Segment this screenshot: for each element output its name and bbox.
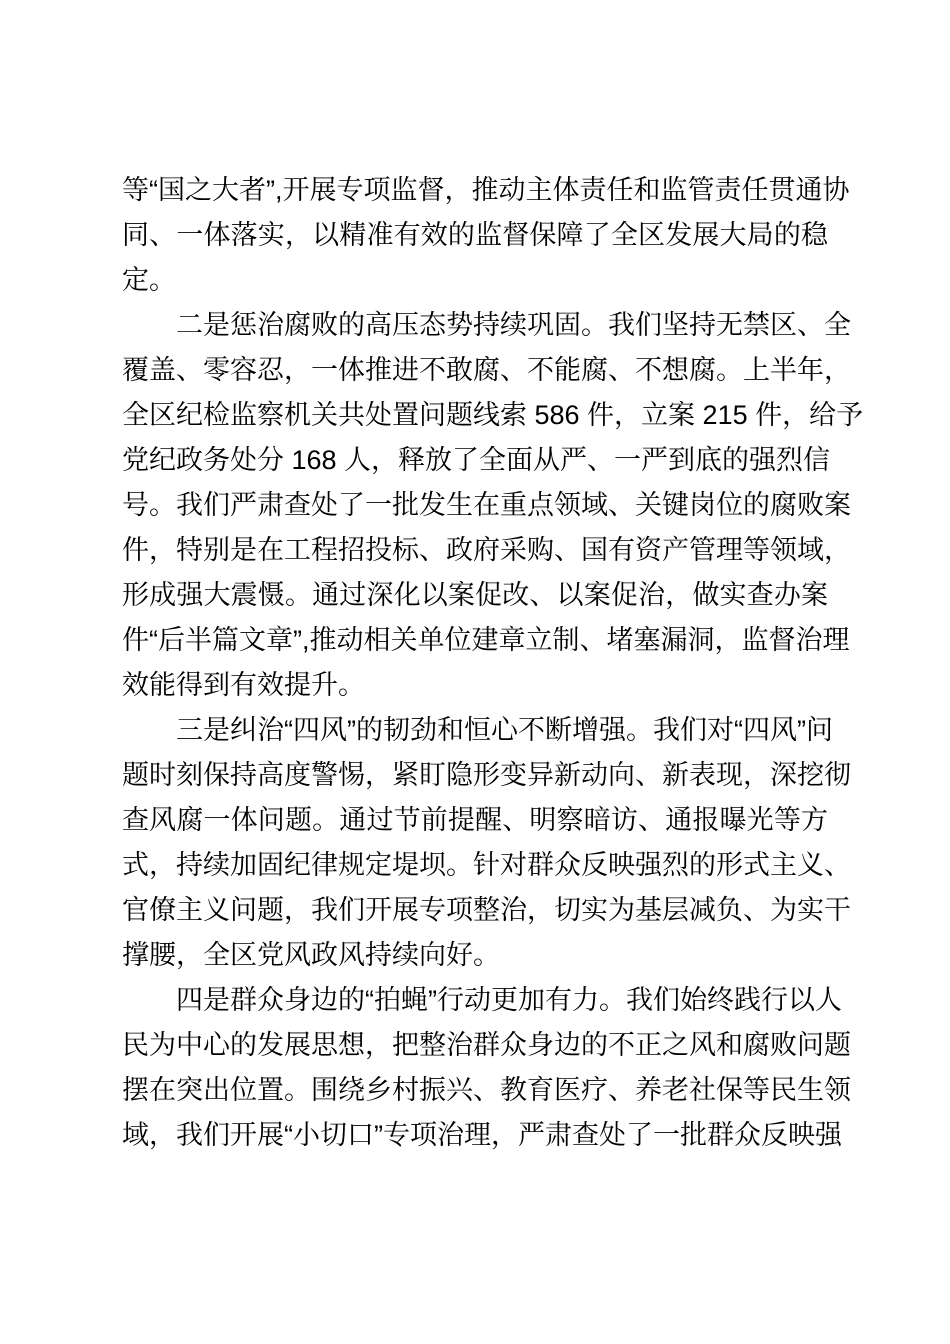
text-line: 题时刻保持高度警惕，紧盯隐形变异新动向、新表现，深挖彻 bbox=[122, 760, 851, 790]
text-line: 撑腰，全区党风政风持续向好。 bbox=[122, 940, 500, 970]
text-line: 党纪政务处分 168 人，释放了全面从严、一严到底的强烈信 bbox=[122, 445, 831, 475]
text-line: 件“后半篇文章”,推动相关单位建章立制、堵塞漏洞，监督治理 bbox=[122, 625, 850, 655]
text-line: 四是群众身边的“拍蝇”行动更加有力。我们始终践行以人 bbox=[176, 985, 842, 1015]
text-line: 件，特别是在工程招投标、政府采购、国有资产管理等领域， bbox=[122, 535, 851, 565]
text-line: 三是纠治“四风”的韧劲和恒心不断增强。我们对“四风”问 bbox=[176, 715, 833, 745]
text-line: 形成强大震慑。通过深化以案促改、以案促治，做实查办案 bbox=[122, 580, 828, 610]
text-line: 官僚主义问题，我们开展专项整治，切实为基层减负、为实干 bbox=[122, 895, 851, 925]
text-line: 二是惩治腐败的高压态势持续巩固。我们坚持无禁区、全 bbox=[176, 310, 851, 340]
document-text-block bbox=[122, 168, 864, 1158]
text-line: 等“国之大者”,开展专项监督，推动主体责任和监管责任贯通协 bbox=[122, 175, 850, 205]
text-line: 式，持续加固纪律规定堤坝。针对群众反映强烈的形式主义、 bbox=[122, 850, 851, 880]
text-line: 同、一体落实，以精准有效的监督保障了全区发展大局的稳 bbox=[122, 220, 828, 250]
text-line: 民为中心的发展思想，把整治群众身边的不正之风和腐败问题 bbox=[122, 1030, 851, 1060]
text-line: 查风腐一体问题。通过节前提醒、明察暗访、通报曝光等方 bbox=[122, 805, 828, 835]
text-line: 覆盖、零容忍，一体推进不敢腐、不能腐、不想腐。上半年， bbox=[122, 355, 851, 385]
text-line: 效能得到有效提升。 bbox=[122, 670, 365, 700]
text-line: 号。我们严肃查处了一批发生在重点领域、关键岗位的腐败案 bbox=[122, 490, 851, 520]
text-line: 全区纪检监察机关共处置问题线索 586 件，立案 215 件，给予 bbox=[122, 400, 864, 430]
text-line: 域，我们开展“小切口”专项治理，严肃查处了一批群众反映强 bbox=[122, 1120, 842, 1150]
text-line: 摆在突出位置。围绕乡村振兴、教育医疗、养老社保等民生领 bbox=[122, 1075, 851, 1105]
text-line: 定。 bbox=[122, 265, 176, 295]
